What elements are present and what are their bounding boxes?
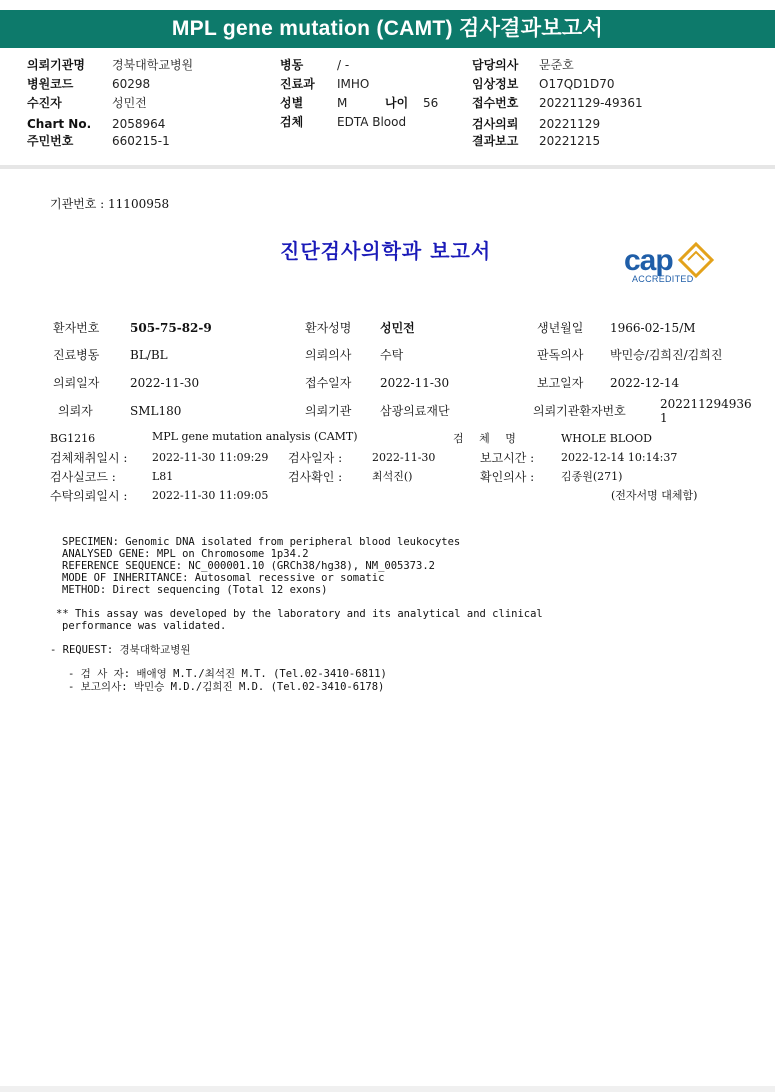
physician-value: 문준호 [539,58,574,72]
requesting-institution-value: 경북대학교병원 [112,58,194,72]
institution-number: 기관번호 : 11100958 [50,197,170,211]
confirm-label: 검사확인 : [288,470,343,484]
reading-doctor-label: 판독의사 [537,348,584,362]
ward-label: 병동 [280,58,304,72]
chart-no-value: 2058964 [112,117,166,131]
specimen-label: 검체 [280,115,304,129]
req-inst-patient-label: 의뢰기관환자번호 [533,404,626,418]
ward-value: / - [337,58,350,72]
birth-value: 1966-02-15/M [610,321,696,335]
patient-no-value: 505-75-82-9 [130,321,212,335]
req-inst-patient-value: 202211294936 [660,397,752,411]
age-value: 56 [423,96,439,110]
examinee-label: 수진자 [27,96,62,110]
test-request-label: 검사의뢰 [472,117,519,131]
collect-time-label: 검체채취일시 : [50,451,128,465]
req-inst-label: 의뢰기관 [305,404,352,418]
header-divider [0,165,775,169]
cap-accredited-logo [620,240,730,290]
room-code-label: 검사실코드 : [50,470,116,484]
hospital-code-value: 60298 [112,77,151,91]
resident-no-label: 주민번호 [27,134,74,148]
req-doctor-value: 수탁 [380,348,404,362]
ward-grid-value: BL/BL [130,348,168,362]
req-doctor-label: 의뢰의사 [305,348,352,362]
body-specimen: SPECIMEN: Genomic DNA isolated from peripheral blood leukocytes [62,536,461,548]
room-code-value: L81 [152,470,174,483]
body-reporting-doctor: - 보고의사: 박민승 M.D./김희진 M.D. (Tel.02-3410-6178) [68,681,385,693]
patient-name-value: 성민전 [380,321,415,335]
body-note-line-2: performance was validated. [62,620,227,632]
receipt-no-label: 접수번호 [472,96,519,110]
req-inst-value: 삼광의료재단 [380,404,450,418]
recv-date-label: 접수일자 [305,376,352,390]
body-analysed-gene: ANALYSED GENE: MPL on Chromosome 1p34.2 [62,548,309,560]
department-value: IMHO [337,77,370,91]
body-request: - REQUEST: 경북대학교병원 [50,644,191,656]
test-date-label: 검사일자 : [288,451,343,465]
req-inst-patient-value-wrap: 1 [660,411,668,425]
body-tester: - 검 사 자: 배애영 M.T./최석진 M.T. (Tel.02-3410-6811) [68,668,387,680]
cap-logo-word: cap [624,244,673,277]
report-title: 진단검사의학과 보고서 [280,239,492,263]
req-date-value: 2022-11-30 [130,376,200,390]
patient-no-label: 환자번호 [53,321,100,335]
receipt-no-value: 20221129-49361 [539,96,643,110]
rep-date-label: 보고일자 [537,376,584,390]
age-label: 나이 [385,96,409,110]
rep-date-value: 2022-12-14 [610,376,680,390]
confirm-doctor-label: 확인의사 : [480,470,535,484]
hospital-code-label: 병원코드 [27,77,74,91]
requesting-institution-label: 의뢰기관명 [27,58,85,72]
bottom-divider [0,1086,775,1092]
test-date-value: 2022-11-30 [372,451,436,464]
entrust-time-value: 2022-11-30 11:09:05 [152,489,269,502]
requester-label: 의뢰자 [58,404,93,418]
body-inheritance: MODE OF INHERITANCE: Autosomal recessive or somatic [62,572,385,584]
cap-logo-accredited: ACCREDITED [632,274,694,284]
test-request-value: 20221129 [539,117,601,131]
resident-no-value: 660215-1 [112,134,170,148]
reading-doctor-value: 박민승/김희진/김희진 [610,348,723,362]
specimen-name-value: WHOLE BLOOD [561,432,652,445]
chart-no-label: Chart No. [27,117,92,131]
examinee-value: 성민전 [112,96,147,110]
req-date-label: 의뢰일자 [53,376,100,390]
specimen-value: EDTA Blood [337,115,407,129]
report-time-value: 2022-12-14 10:14:37 [561,451,678,464]
confirm-doctor-value: 김종원(271) [561,470,623,483]
body-note-line-1: ** This assay was developed by the laboratory and its analytical and clinical [56,608,543,620]
clinical-info-value: O17QD1D70 [539,77,615,91]
confirm-value: 최석진() [372,470,413,483]
body-reference-sequence: REFERENCE SEQUENCE: NC_000001.10 (GRCh38/hg38), NM_005373.2 [62,560,435,572]
specimen-name-label: 검 체 명 [453,432,522,445]
test-name: MPL gene mutation analysis (CAMT) [152,430,358,443]
report-time-label: 보고시간 : [480,451,535,465]
sex-value: M [337,96,348,110]
body-method: METHOD: Direct sequencing (Total 12 exons) [62,584,328,596]
result-report-label: 결과보고 [472,134,519,148]
result-report-value: 20221215 [539,134,601,148]
birth-label: 생년월일 [537,321,584,335]
requester-value: SML180 [130,404,182,418]
entrust-time-label: 수탁의뢰일시 : [50,489,128,503]
patient-name-label: 환자성명 [305,321,352,335]
electronic-signature-note: (전자서명 대체함) [611,489,698,502]
department-label: 진료과 [280,77,315,91]
physician-label: 담당의사 [472,58,519,72]
sex-label: 성별 [280,96,304,110]
ward-grid-label: 진료병동 [53,348,100,362]
test-code: BG1216 [50,432,96,445]
recv-date-value: 2022-11-30 [380,376,450,390]
clinical-info-label: 임상정보 [472,77,519,91]
report-banner-title: MPL gene mutation (CAMT) 검사결과보고서 [0,10,775,48]
collect-time-value: 2022-11-30 11:09:29 [152,451,269,464]
